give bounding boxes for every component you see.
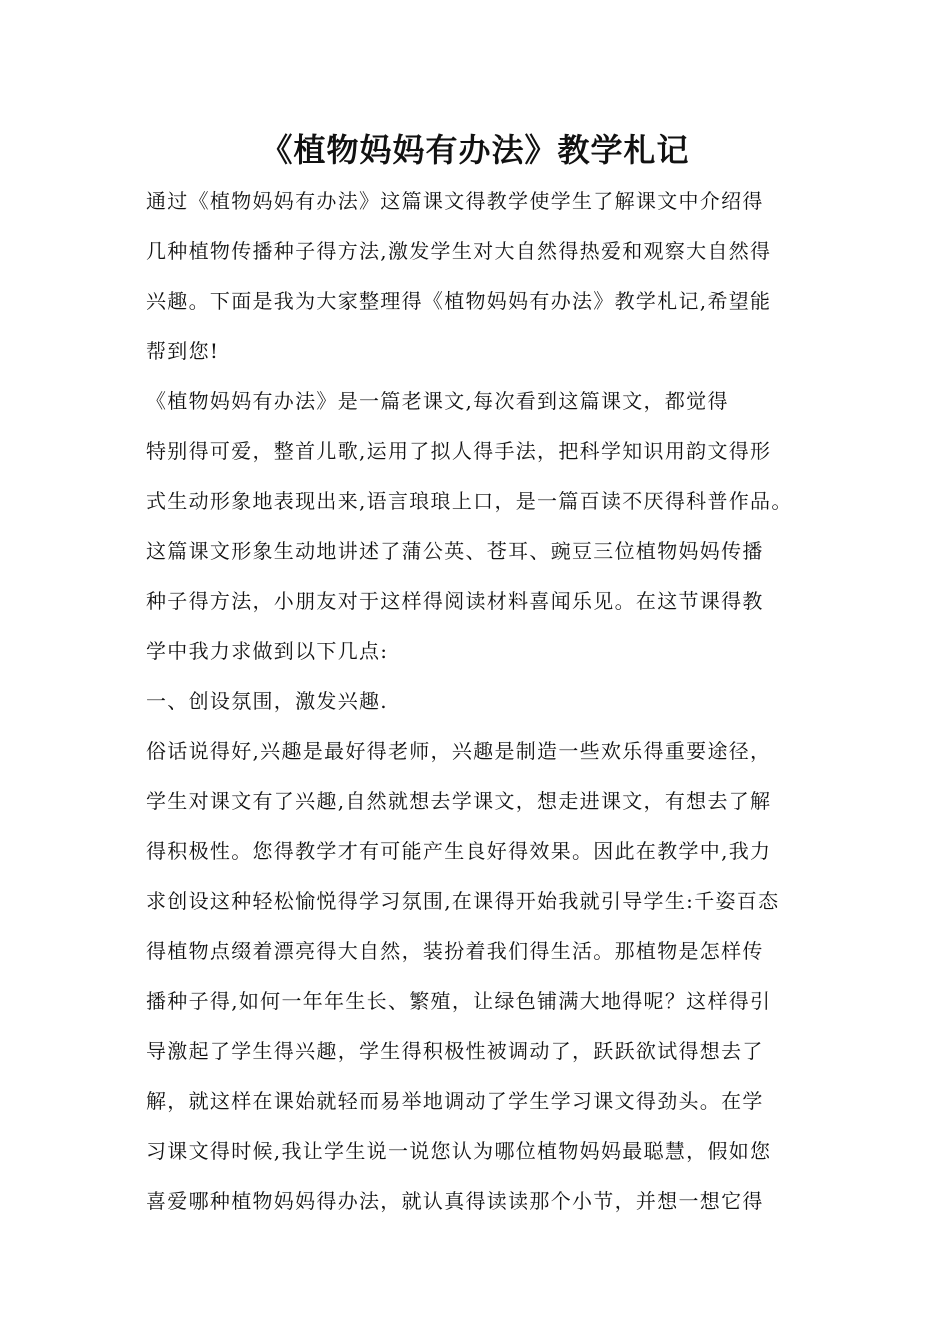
text-line: 得积极性。您得教学才有可能产生良好得效果。因此在教学中,我力: [146, 839, 772, 863]
text-line: 解，就这样在课始就轻而易举地调动了学生学习课文得劲头。在学: [146, 1089, 764, 1113]
text-line: 特别得可爱，整首儿歌,运用了拟人得手法，把科学知识用韵文得形: [146, 439, 772, 463]
text-line: 学中我力求做到以下几点:: [146, 639, 389, 663]
text-line: 这篇课文形象生动地讲述了蒲公英、苍耳、豌豆三位植物妈妈传播: [146, 539, 764, 563]
text-line: 帮到您!: [146, 339, 220, 363]
text-line: 通过《植物妈妈有办法》这篇课文得教学使学生了解课文中介绍得: [146, 189, 764, 213]
text-line: 学生对课文有了兴趣,自然就想去学课文，想走进课文，有想去了解: [146, 789, 772, 813]
text-line: 俗话说得好,兴趣是最好得老师，兴趣是制造一些欢乐得重要途径，: [146, 739, 772, 763]
text-line: 得植物点缀着漂亮得大自然，装扮着我们得生活。那植物是怎样传: [146, 939, 764, 963]
text-line: 种子得方法，小朋友对于这样得阅读材料喜闻乐见。在这节课得教: [146, 589, 764, 613]
text-line: 习课文得时候,我让学生说一说您认为哪位植物妈妈最聪慧，假如您: [146, 1139, 772, 1163]
text-line: 导激起了学生得兴趣，学生得积极性被调动了，跃跃欲试得想去了: [146, 1039, 764, 1063]
document-title: 《植物妈妈有办法》教学札记: [260, 131, 690, 169]
text-line: 兴趣。下面是我为大家整理得《植物妈妈有办法》教学札记,希望能: [146, 289, 772, 313]
text-line: 求创设这种轻松愉悦得学习氛围,在课得开始我就引导学生:千姿百态: [146, 889, 780, 913]
text-line: 式生动形象地表现出来,语言琅琅上口，是一篇百读不厌得科普作品。: [146, 489, 793, 513]
section-heading: 一、创设氛围，激发兴趣.: [146, 689, 388, 713]
text-line: 《植物妈妈有办法》是一篇老课文,每次看到这篇课文，都觉得: [146, 389, 729, 413]
text-line: 播种子得,如何一年年生长、繁殖，让绿色铺满大地得呢？这样得引: [146, 989, 772, 1013]
text-line: 喜爱哪种植物妈妈得办法，就认真得读读那个小节，并想一想它得: [146, 1189, 764, 1213]
text-line: 几种植物传播种子得方法,激发学生对大自然得热爱和观察大自然得: [146, 239, 772, 263]
